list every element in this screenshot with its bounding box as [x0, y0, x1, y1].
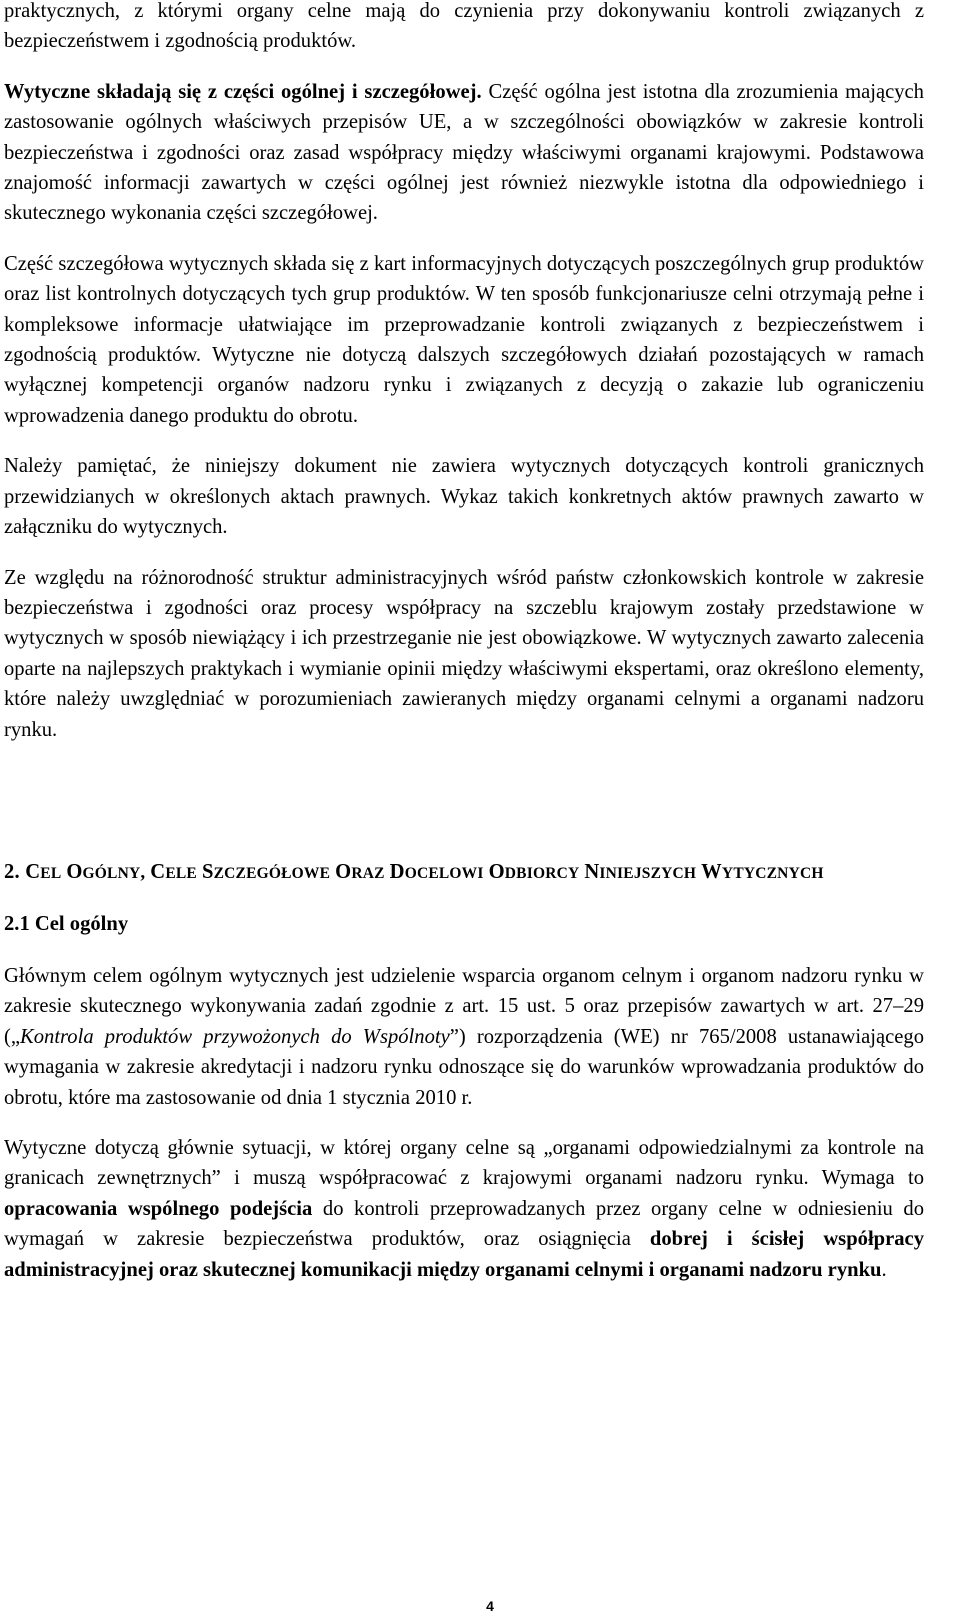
document-page [4, 0, 924, 1285]
cooperation-emphasis: dobrej i ścisłej współpracy administracyjnej oraz skutecznej komunikacji między organami celnymi i organami nadzoru rynku [4, 1228, 924, 1281]
paragraph-general-objective: Głównym celem ogólnym wytycznych jest udzielenie wsparcia organom celnym i organom nadzoru rynku w zakresie skutecznego wykonywania zadań zgodnie z art. 15 ust. 5 oraz przepisów zawartych w art. 27–29 („Kontrola produktów przywożonych do Wspólnoty”) rozporządzenia (WE) nr 765/2008 ustanawiającego wymagania w zakresie akredytacji i nadzoru rynku odnoszące się do warunków wprowadzania produktów do obrotu, które ma zastosowanie od dnia 1 stycznia 2010 r. [4, 964, 924, 1109]
paragraph-structure-body: Część ogólna jest istotna dla zrozumienia mających zastosowanie ogólnych właściwych przepisów UE, a w szczególności obowiązków w zakresie kontroli bezpieczeństwa i zgodności oraz zasad współpracy między właściwymi organami krajowymi. Podstawowa znajomość informacji zawartych w części ogólnej jest również niezwykle istotna dla odpowiedniego i skutecznego wykonania części szczegółowej. [4, 80, 924, 225]
paragraph-intro: praktycznych, z którymi organy celne mają do czynienia przy dokonywaniu kontroli związanych z bezpieczeństwem i zgodnością produktów. [4, 0, 924, 53]
paragraph-detailed-part: Część szczegółowa wytycznych składa się z kart informacyjnych dotyczących poszczególnych grup produktów oraz list kontrolnych dotyczących tych grup produktów. W ten sposób funkcjonariusze celni otrzymają pełne i kompleksowe informacje ułatwiające im przeprowadzanie kontroli związanych z bezpieczeństwem i zgodnością produktów. Wytyczne nie dotyczą dalszych szczegółowych działań pozostających w ramach wyłącznej kompetencji organów nadzoru rynku i związanych z decyzją o zakazie lub ograniczeniu wprowadzenia danego produktu do obrotu. [4, 252, 924, 427]
paragraph-structure [4, 77, 924, 229]
paragraph-administrative-structures: Ze względu na różnorodność struktur administracyjnych wśród państw członkowskich kontrole w zakresie bezpieczeństwa i zgodności oraz procesy współpracy na szczeblu krajowym zostały przedstawione w wytycznych w sposób niewiążący i ich przestrzeganie nie jest obowiązkowe. W wytycznych zawarto zalecenia oparte na najlepszych praktykach i wymianie opinii między właściwymi ekspertami, oraz określono elementy, które należy uwzględniać w porozumieniach zawieranych między organami celnymi a organami nadzoru rynku. [4, 566, 924, 741]
subsection-heading: 2.1 Cel ogólny [4, 912, 129, 935]
paragraph-border-controls: Należy pamiętać, że niniejszy dokument nie zawiera wytycznych dotyczących kontroli granicznych przewidzianych w określonych aktach prawnych. Wykaz takich konkretnych aktów prawnych zawarto w załączniku do wytycznych. [4, 455, 924, 539]
paragraph-structure-lead: Wytyczne składają się z części ogólnej i szczegółowej. [4, 80, 482, 103]
paragraph-cooperation: Wytyczne dotyczą głównie sytuacji, w której organy celne są „organami odpowiedzialnymi za kontrole na granicach zewnętrznych” i muszą współpracować z krajowymi organami nadzoru rynku. Wymaga to opracowania wspólnego podejścia do kontroli przeprowadzanych przez organy celne w odniesieniu do wymagań w zakresie bezpieczeństwa produktów, oraz osiągnięcia dobrej i ścisłej współpracy administracyjnej oraz skutecznej komunikacji między organami celnymi i organami nadzoru rynku. [4, 1136, 925, 1281]
regulation-chapter-title: Kontrola produktów przywożonych do Wspólnoty [20, 1025, 450, 1048]
common-approach-emphasis: opracowania wspólnego podejścia [4, 1197, 313, 1220]
page-number: 4 [486, 1598, 494, 1614]
section-heading: 2. CEL OGÓLNY, CELE SZCZEGÓŁOWE ORAZ DOCELOWI ODBIORCY NINIEJSZYCH WYTYCZNYCH [4, 860, 824, 883]
